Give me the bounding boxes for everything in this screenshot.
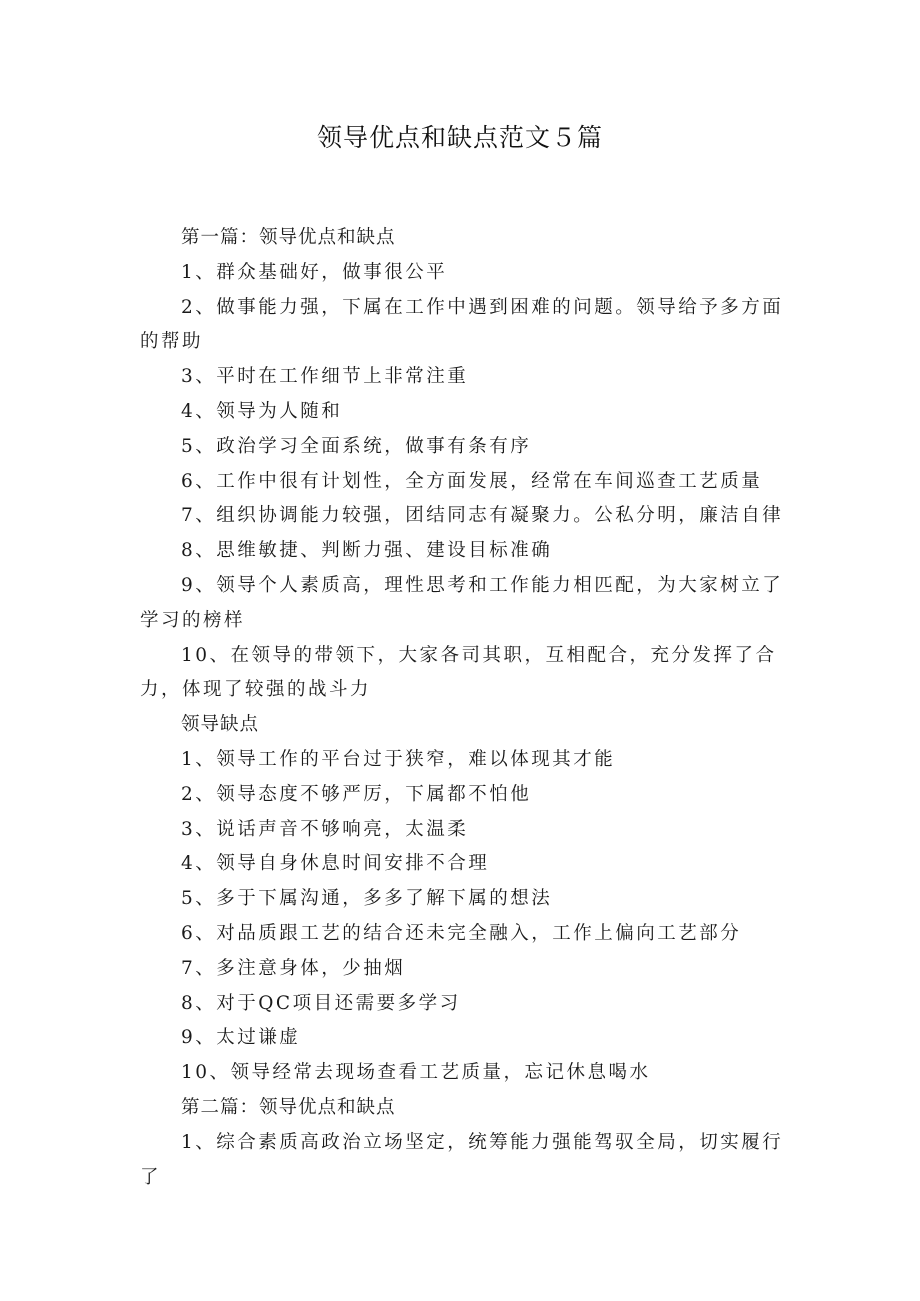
list-item: 9、领导个人素质高，理性思考和工作能力相匹配，为大家树立了学习的榜样	[140, 574, 784, 631]
section-heading: 第二篇：领导优点和缺点	[181, 1096, 396, 1118]
list-item: 6、工作中很有计划性，全方面发展，经常在车间巡查工艺质量	[181, 470, 763, 492]
list-item: 2、做事能力强，下属在工作中遇到困难的问题。领导给予多方面的帮助	[140, 296, 784, 353]
list-item: 4、领导为人随和	[181, 400, 343, 422]
list-item: 8、思维敏捷、判断力强、建设目标准确	[181, 540, 553, 562]
list-item: 3、说话声音不够响亮，太温柔	[181, 818, 469, 840]
list-item: 2、领导态度不够严厉，下属都不怕他	[181, 783, 532, 805]
list-item: 8、对于QC项目还需要多学习	[181, 992, 461, 1014]
section-heading: 第一篇：领导优点和缺点	[181, 227, 396, 248]
section-heading: 领导缺点	[181, 714, 260, 736]
list-item: 5、多于下属沟通，多多了解下属的想法	[181, 888, 553, 910]
list-item: 7、多注意身体，少抽烟	[181, 957, 406, 979]
list-item: 10、领导经常去现场查看工艺质量，忘记休息喝水	[181, 1062, 651, 1084]
list-item: 5、政治学习全面系统，做事有条有序	[181, 435, 532, 457]
list-item: 1、领导工作的平台过于狭窄，难以体现其才能	[181, 748, 616, 770]
list-item: 7、组织协调能力较强，团结同志有凝聚力。公私分明，廉洁自律	[181, 505, 784, 527]
list-item: 9、太过谦虚	[181, 1027, 301, 1049]
document-body	[140, 221, 790, 1195]
list-item: 6、对品质跟工艺的结合还未完全融入，工作上偏向工艺部分	[181, 922, 742, 944]
list-item: 1、综合素质高政治立场坚定，统筹能力强能驾驭全局，切实履行了	[140, 1131, 784, 1188]
list-item: 1、群众基础好，做事很公平	[181, 261, 448, 283]
list-item: 10、在领导的带领下，大家各司其职，互相配合，充分发挥了合力，体现了较强的战斗力	[140, 644, 777, 701]
list-item: 3、平时在工作细节上非常注重	[181, 366, 469, 388]
list-item: 4、领导自身休息时间安排不合理	[181, 853, 490, 875]
document-title: 领导优点和缺点范文５篇	[316, 123, 603, 152]
